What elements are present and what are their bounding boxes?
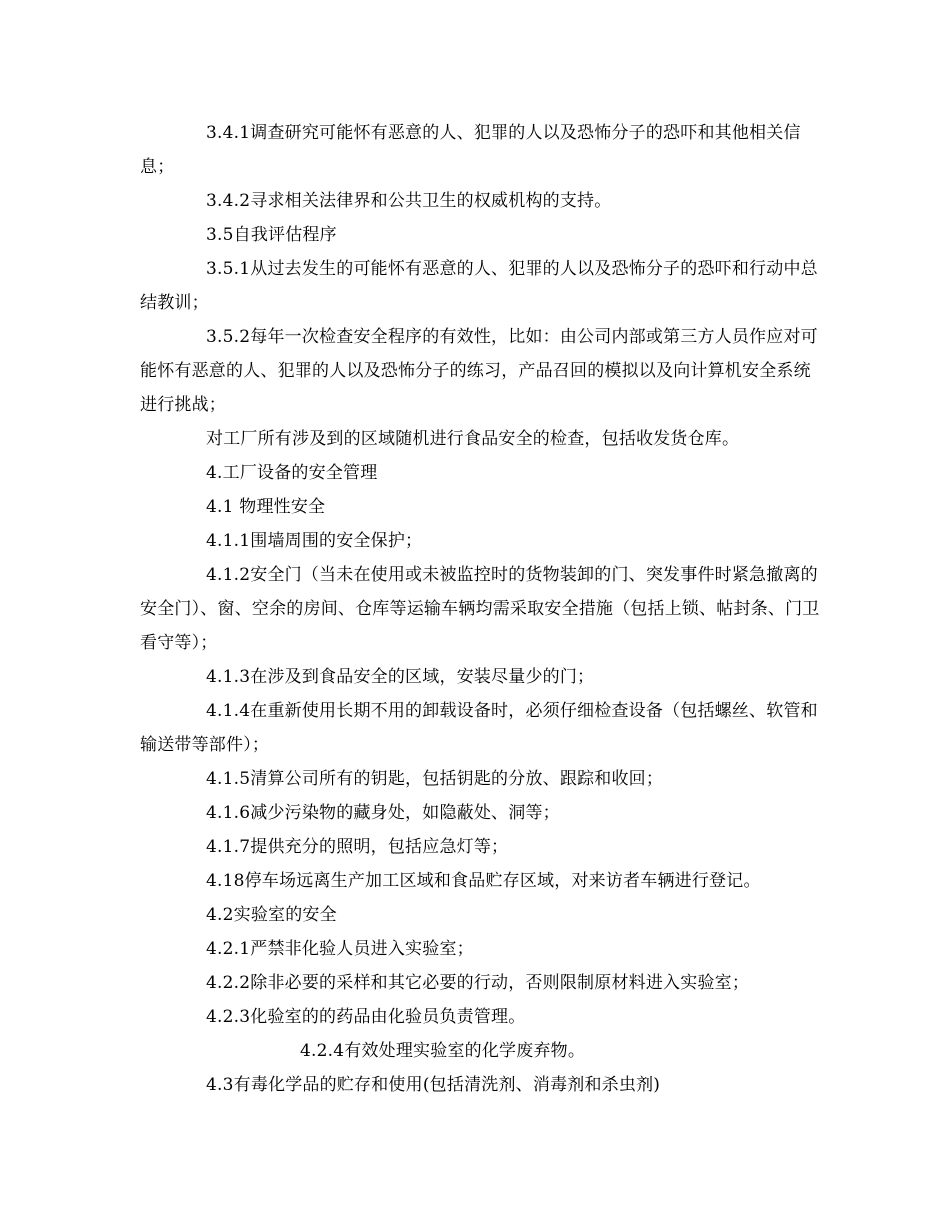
paragraph-4-1-6: 4.1.6减少污染物的藏身处，如隐蔽处、洞等； xyxy=(206,803,560,823)
paragraph-4-1-2: 4.1.2安全门（当未在使用或未被监控时的货物装卸的门、突发事件时紧急撤离的安全门）、窗、空余的房间、仓库等运输车辆均需采取安全措施（包括上锁、帖封条、门卫看守等）； xyxy=(140,565,820,653)
heading-4-3: 4.3有毒化学品的贮存和使用(包括清洗剂、消毒剂和杀虫剂) xyxy=(206,1075,661,1095)
paragraph-3-5-1: 3.5.1从过去发生的可能怀有恶意的人、犯罪的人以及恐怖分子的恐吓和行动中总结教训； xyxy=(140,259,818,313)
paragraph-4-2-2: 4.2.2除非必要的采样和其它必要的行动，否则限制原材料进入实验室； xyxy=(206,973,750,993)
paragraph-random-inspection: 对工厂所有涉及到的区域随机进行食品安全的检查，包括收发货仓库。 xyxy=(206,429,740,449)
heading-3-5: 3.5自我评估程序 xyxy=(206,225,337,245)
heading-4: 4.工厂设备的安全管理 xyxy=(206,463,378,483)
paragraph-4-1-8: 4.18停车场远离生产加工区域和食品贮存区域，对来访者车辆进行登记。 xyxy=(206,871,761,891)
paragraph-4-1-7: 4.1.7提供充分的照明，包括应急灯等； xyxy=(206,837,509,857)
paragraph-3-4-1: 3.4.1调查研究可能怀有恶意的人、犯罪的人以及恐怖分子的恐吓和其他相关信息； xyxy=(140,123,801,177)
paragraph-4-1-3: 4.1.3在涉及到食品安全的区域，安装尽量少的门； xyxy=(206,667,595,687)
paragraph-3-5-2: 3.5.2每年一次检查安全程序的有效性，比如：由公司内部或第三方人员作应对可能怀有恶意的人、犯罪的人以及恐怖分子的练习，产品召回的模拟以及向计算机安全系统进行挑战； xyxy=(140,327,818,415)
paragraph-4-1-1: 4.1.1围墙周围的安全保护； xyxy=(206,531,423,551)
paragraph-4-1-4: 4.1.4在重新使用长期不用的卸载设备时，必须仔细检查设备（包括螺丝、软管和输送带等部件）； xyxy=(140,701,818,755)
paragraph-4-1-5: 4.1.5清算公司所有的钥匙，包括钥匙的分放、跟踪和收回； xyxy=(206,769,664,789)
heading-4-2: 4.2实验室的安全 xyxy=(206,905,337,925)
paragraph-4-2-1: 4.2.1严禁非化验人员进入实验室； xyxy=(206,939,474,959)
paragraph-4-2-4: 4.2.4有效处理实验室的化学废弃物。 xyxy=(300,1041,586,1061)
paragraph-3-4-2: 3.4.2寻求相关法律界和公共卫生的权威机构的支持。 xyxy=(206,191,612,211)
heading-4-1: 4.1 物理性安全 xyxy=(206,497,326,517)
paragraph-4-2-3: 4.2.3化验室的的药品由化验员负责管理。 xyxy=(206,1007,526,1027)
